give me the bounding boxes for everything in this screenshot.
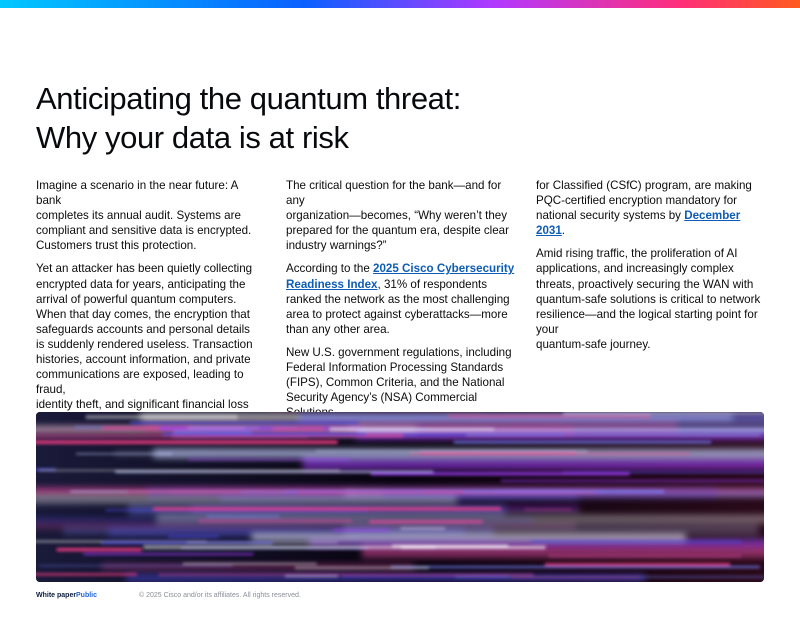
light-streak — [333, 529, 389, 532]
light-streak — [168, 535, 219, 537]
light-streak — [86, 415, 238, 419]
paragraph-text: . — [561, 224, 566, 238]
light-streak — [183, 563, 317, 565]
light-streaks-image — [36, 412, 764, 582]
light-streak — [153, 507, 501, 510]
light-streak — [524, 509, 571, 511]
light-streak — [410, 453, 691, 455]
light-streak — [512, 577, 639, 578]
light-streak — [252, 534, 686, 540]
light-streak — [36, 574, 137, 576]
light-streak — [315, 451, 587, 452]
paragraph-text: , 31% of respondents ranked the network as the most challenging area to protect against cyberattacks—more than any other area. — [286, 277, 510, 336]
paragraph: The critical question for the bank—and for any organization—becomes, “Why weren’t they prepared for the quantum era, despite clear industry warnings?” — [286, 179, 509, 253]
title-line-2: Why your data is at risk — [36, 120, 349, 155]
light-streaks-graphic — [36, 412, 764, 582]
light-streak — [83, 553, 254, 555]
light-streak — [454, 441, 712, 444]
document-classification: Public — [76, 592, 98, 599]
light-streak — [76, 453, 172, 454]
light-streak — [303, 458, 764, 470]
copyright-notice: © 2025 Cisco and/or its affiliates. All rights reserved. — [139, 592, 301, 599]
light-streak — [198, 519, 352, 523]
text-column-3 — [536, 178, 768, 360]
brand-gradient-bar — [0, 0, 800, 8]
light-streak — [36, 440, 338, 444]
light-streak — [39, 470, 340, 471]
document-type: White paper — [36, 592, 77, 599]
light-streak — [391, 566, 761, 568]
light-streak — [531, 540, 742, 543]
paragraph: Amid rising traffic, the proliferation of AI applications, and increasingly complex threats, proactively securing the WAN with quantum-safe solutions is critical to network resilience—and the logical starting point for your quantum-safe journey. — [536, 247, 761, 351]
december-2031-link[interactable]: December 2031 — [536, 209, 741, 238]
light-streak — [130, 422, 359, 424]
light-streak — [207, 516, 280, 517]
light-streak — [548, 555, 741, 557]
light-streak — [358, 428, 764, 432]
readiness-index-link[interactable]: 2025 Cisco Cybersecurity Readiness Index — [286, 262, 515, 291]
light-streak — [371, 472, 630, 475]
light-streak — [39, 565, 233, 566]
light-streak — [466, 435, 760, 436]
paragraph: Imagine a scenario in the near future: A bank completes its annual audit. Systems are compliant and sensitive data is encrypted. Customers trust this protection. — [36, 179, 252, 253]
paragraph: Yet an attacker has been quietly collecting encrypted data for years, anticipating the arrival of powerful quantum computers. When that day comes, the encryption that safeguards accounts and personal details is suddenly rendered useless. Transaction histories, account information, and private communications are exposed, leading to fraud, identity theft, and significant financial loss — [36, 262, 253, 412]
light-streak — [268, 412, 482, 413]
paragraph: New U.S. government regulations, including Federal Information Processing Standards (FIPS), Common Criteria, and the National Security Agency’s (NSA) Commercial — [286, 345, 512, 405]
light-streak — [273, 428, 324, 430]
light-streak — [501, 479, 764, 482]
paragraph-text: for Classified (CSfC) program, are making PQC-certified encryption mandatory for national security systems by — [536, 179, 752, 223]
light-streak — [143, 546, 435, 549]
light-streak — [400, 528, 445, 530]
light-streak — [187, 542, 338, 543]
paragraph — [536, 178, 768, 238]
paragraph-text: According to the — [286, 262, 374, 276]
light-streak — [57, 548, 142, 551]
title-line-1: Anticipating the quantum threat: — [36, 81, 461, 116]
light-streak — [563, 413, 764, 415]
light-streak — [369, 520, 483, 523]
paragraph — [286, 261, 516, 336]
text-column-1 — [36, 178, 264, 436]
text-column-2 — [286, 178, 516, 428]
light-streak — [545, 563, 730, 566]
light-streak — [295, 567, 429, 569]
light-streak — [448, 415, 651, 418]
page-title — [36, 79, 636, 157]
light-streak — [297, 492, 594, 493]
light-streak — [188, 459, 350, 460]
light-streak — [158, 573, 534, 576]
page-footer — [36, 591, 764, 603]
light-streak — [162, 432, 366, 435]
